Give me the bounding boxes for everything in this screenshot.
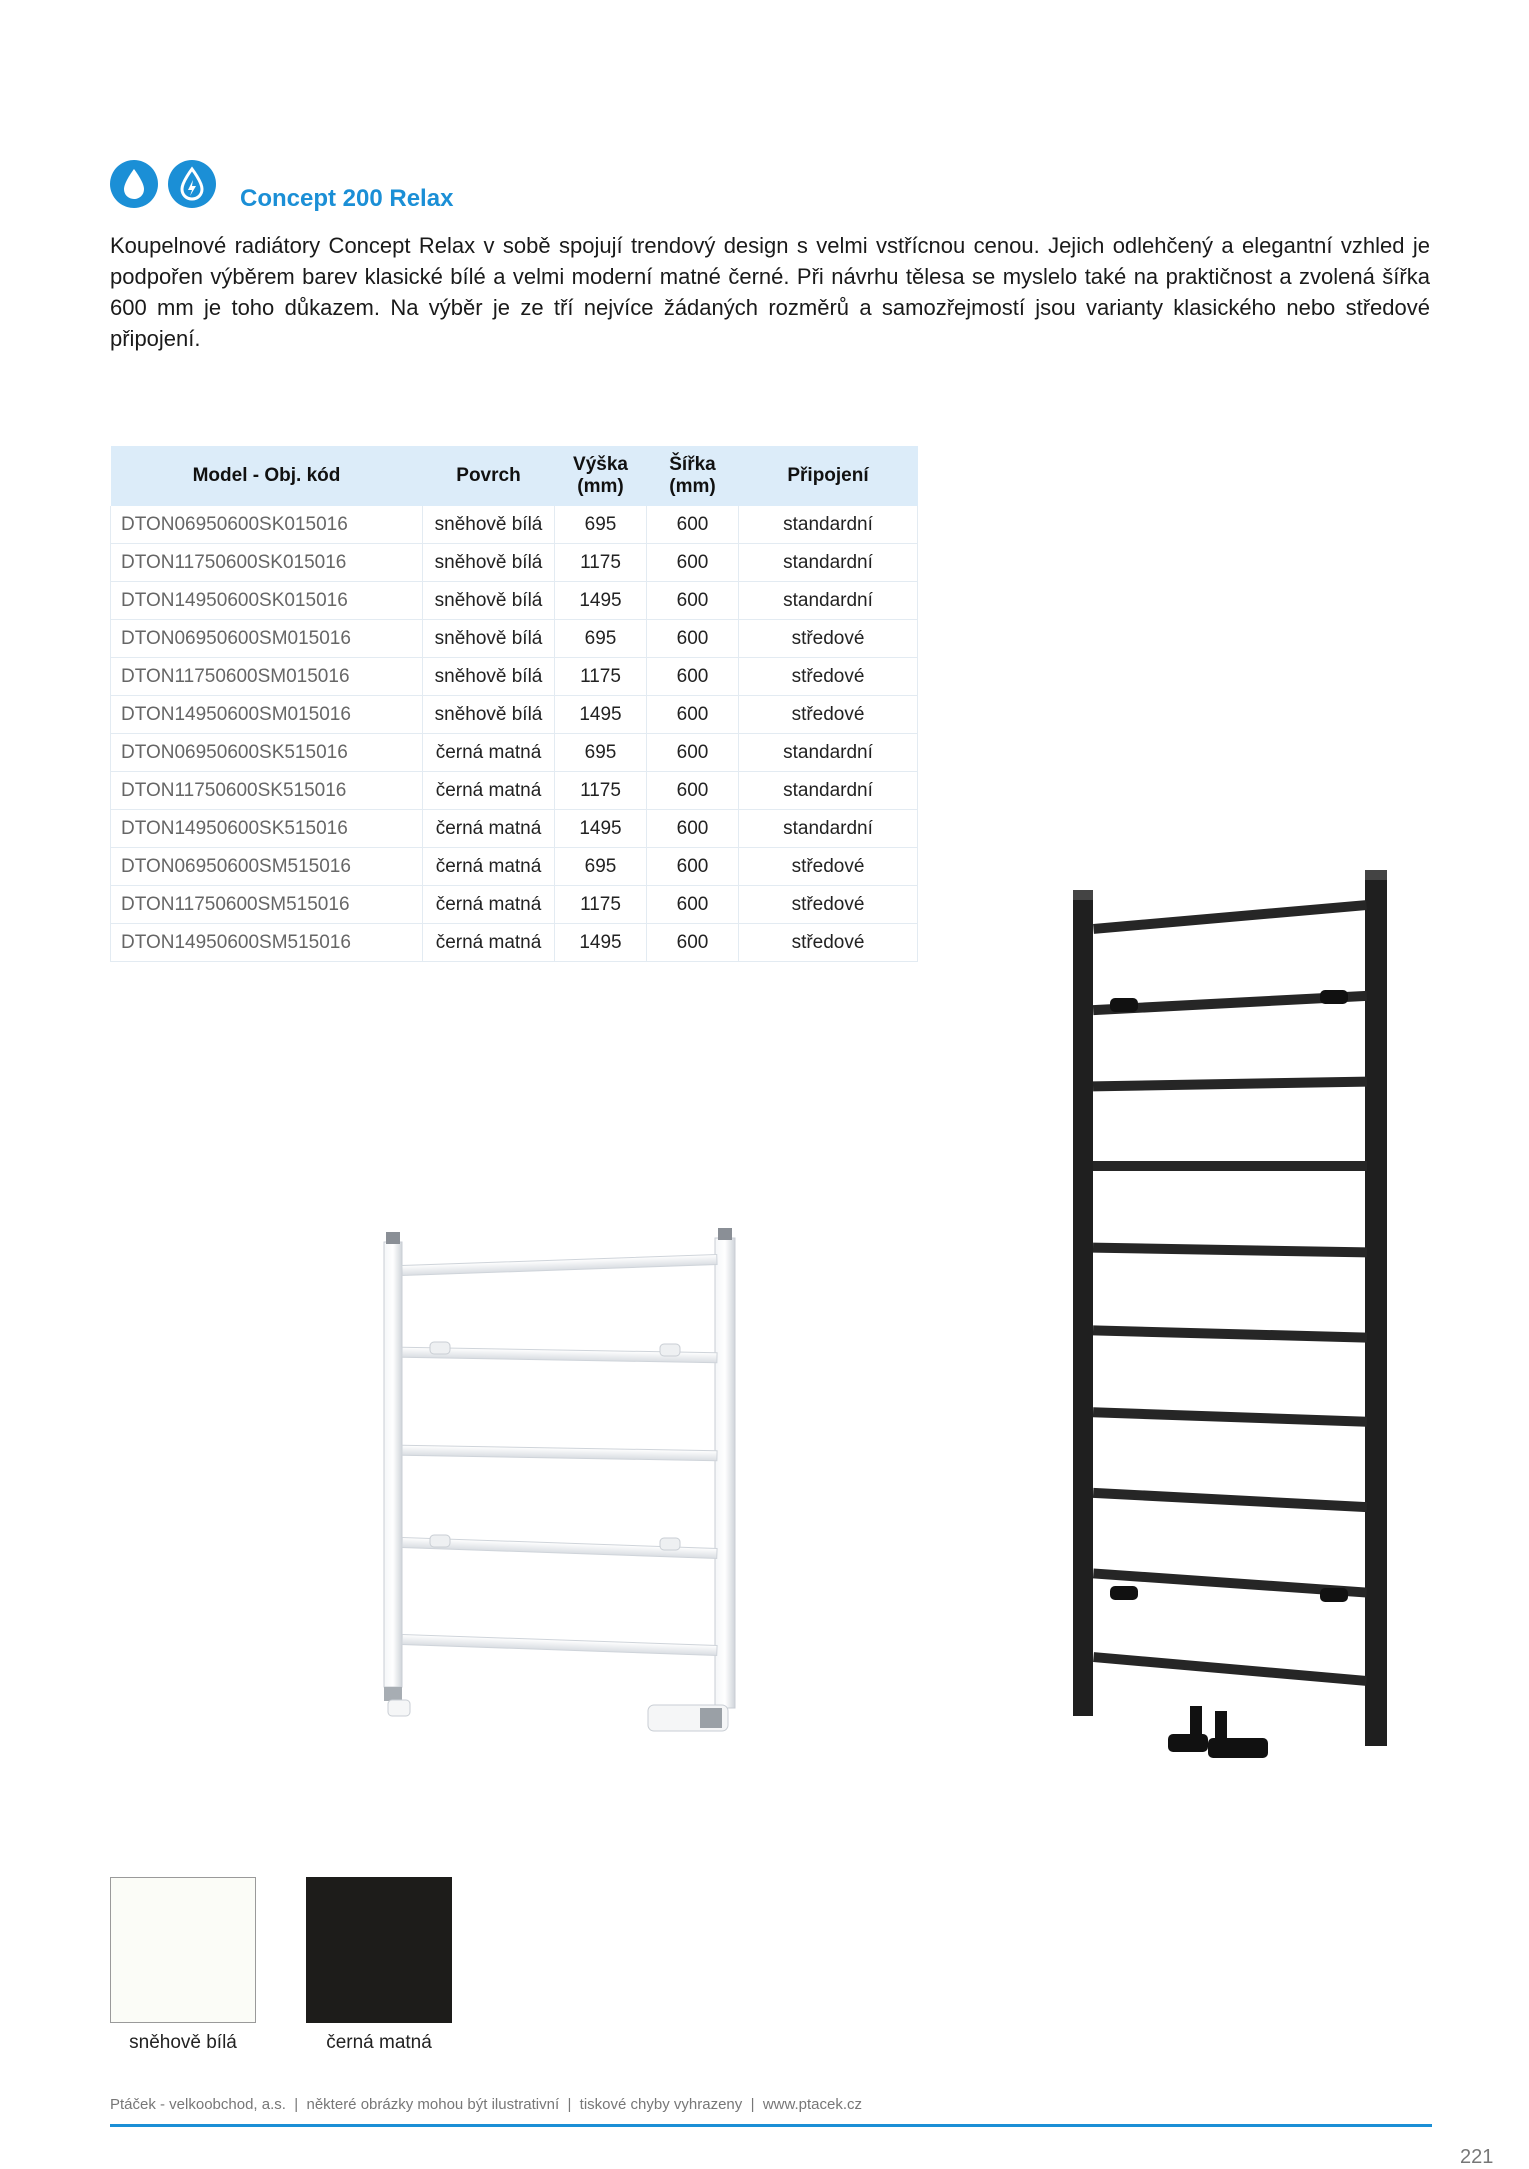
cell-width: 600	[647, 810, 739, 848]
cell-height: 1495	[555, 696, 647, 734]
swatch-white	[110, 1877, 256, 2023]
table-row	[111, 620, 918, 658]
cell-width: 600	[647, 696, 739, 734]
cell-surface: sněhově bílá	[423, 658, 555, 696]
cell-height: 695	[555, 620, 647, 658]
table-row	[111, 810, 918, 848]
cell-width: 600	[647, 886, 739, 924]
white-radiator-image	[370, 1210, 740, 1740]
cell-height: 695	[555, 506, 647, 544]
cell-surface: černá matná	[423, 886, 555, 924]
footer-divider	[110, 2124, 1432, 2127]
cell-model: DTON11750600SK515016	[111, 772, 423, 810]
cell-height: 1175	[555, 658, 647, 696]
table-row	[111, 696, 918, 734]
cell-height: 1495	[555, 924, 647, 962]
table-row	[111, 506, 918, 544]
cell-surface: sněhově bílá	[423, 506, 555, 544]
table-row	[111, 848, 918, 886]
cell-connection: standardní	[739, 582, 918, 620]
spec-table	[110, 446, 918, 962]
footer-text: Ptáček - velkoobchod, a.s. | některé obrázky mohou být ilustrativní | tiskové chyby vyhrazeny | www.ptacek.cz	[110, 2096, 863, 2113]
col-height-l1: Výška	[573, 454, 628, 475]
cell-model: DTON14950600SK015016	[111, 582, 423, 620]
col-width-l1: Šířka	[669, 454, 716, 475]
cell-surface: sněhově bílá	[423, 544, 555, 582]
cell-height: 1175	[555, 886, 647, 924]
cell-height: 1495	[555, 582, 647, 620]
table-row	[111, 658, 918, 696]
cell-model: DTON06950600SK515016	[111, 734, 423, 772]
cell-connection: středové	[739, 696, 918, 734]
cell-connection: středové	[739, 658, 918, 696]
swatch-black-label: černá matná	[326, 2032, 432, 2053]
table-row	[111, 886, 918, 924]
table-row	[111, 924, 918, 962]
col-height	[555, 446, 647, 506]
cell-width: 600	[647, 658, 739, 696]
cell-surface: černá matná	[423, 924, 555, 962]
cell-width: 600	[647, 848, 739, 886]
cell-model: DTON11750600SM015016	[111, 658, 423, 696]
cell-width: 600	[647, 734, 739, 772]
col-height-l2: (mm)	[577, 476, 624, 497]
cell-connection: standardní	[739, 772, 918, 810]
page-number: 221	[1460, 2146, 1494, 2168]
cell-connection: standardní	[739, 734, 918, 772]
cell-connection: standardní	[739, 544, 918, 582]
cell-width: 600	[647, 620, 739, 658]
intro-text: Koupelnové radiátory Concept Relax v sobě spojují trendový design s velmi vstřícnou cenou. Jejich odlehčený a elegantní vzhled je podpořen výběrem barev klasické bílé a velmi moderní matné černé. Při návrhu tělesa se myslelo také na praktičnost a zvolená šířka 600 mm je toho důkazem. Na výběr je ze tří nejvíce žádaných rozměrů a samozřejmostí jsou varianty klasického nebo středové připojení.	[110, 233, 1430, 351]
water-drop-icon	[110, 160, 158, 208]
cell-connection: standardní	[739, 810, 918, 848]
swatch-white-label: sněhově bílá	[129, 2032, 237, 2053]
cell-model: DTON14950600SM515016	[111, 924, 423, 962]
cell-height: 695	[555, 734, 647, 772]
cell-surface: černá matná	[423, 848, 555, 886]
table-row	[111, 544, 918, 582]
col-model: Model - Obj. kód	[111, 446, 423, 506]
cell-height: 1495	[555, 810, 647, 848]
cell-width: 600	[647, 544, 739, 582]
col-width-l2: (mm)	[669, 476, 716, 497]
cell-height: 1175	[555, 772, 647, 810]
page-title: Concept 200 Relax	[240, 185, 454, 212]
table-row	[111, 582, 918, 620]
col-connection: Připojení	[739, 446, 918, 506]
cell-connection: standardní	[739, 506, 918, 544]
header-icons	[110, 160, 226, 208]
cell-surface: černá matná	[423, 734, 555, 772]
cell-width: 600	[647, 582, 739, 620]
water-drop-lightning-icon	[168, 160, 216, 208]
table-row	[111, 734, 918, 772]
cell-width: 600	[647, 506, 739, 544]
cell-model: DTON14950600SM015016	[111, 696, 423, 734]
cell-height: 1175	[555, 544, 647, 582]
cell-width: 600	[647, 924, 739, 962]
table-row	[111, 772, 918, 810]
cell-model: DTON06950600SK015016	[111, 506, 423, 544]
cell-surface: sněhově bílá	[423, 696, 555, 734]
cell-model: DTON14950600SK515016	[111, 810, 423, 848]
cell-connection: středové	[739, 886, 918, 924]
black-radiator-image	[1060, 866, 1400, 1786]
cell-connection: středové	[739, 924, 918, 962]
cell-surface: sněhově bílá	[423, 620, 555, 658]
cell-surface: černá matná	[423, 772, 555, 810]
cell-model: DTON06950600SM015016	[111, 620, 423, 658]
cell-model: DTON11750600SM515016	[111, 886, 423, 924]
cell-surface: černá matná	[423, 810, 555, 848]
col-width	[647, 446, 739, 506]
cell-connection: středové	[739, 620, 918, 658]
swatch-black	[306, 1877, 452, 2023]
cell-width: 600	[647, 772, 739, 810]
col-surface: Povrch	[423, 446, 555, 506]
cell-connection: středové	[739, 848, 918, 886]
table-header-row	[111, 446, 918, 506]
cell-surface: sněhově bílá	[423, 582, 555, 620]
cell-model: DTON06950600SM515016	[111, 848, 423, 886]
cell-height: 695	[555, 848, 647, 886]
cell-model: DTON11750600SK015016	[111, 544, 423, 582]
spec-table-body	[111, 506, 918, 962]
